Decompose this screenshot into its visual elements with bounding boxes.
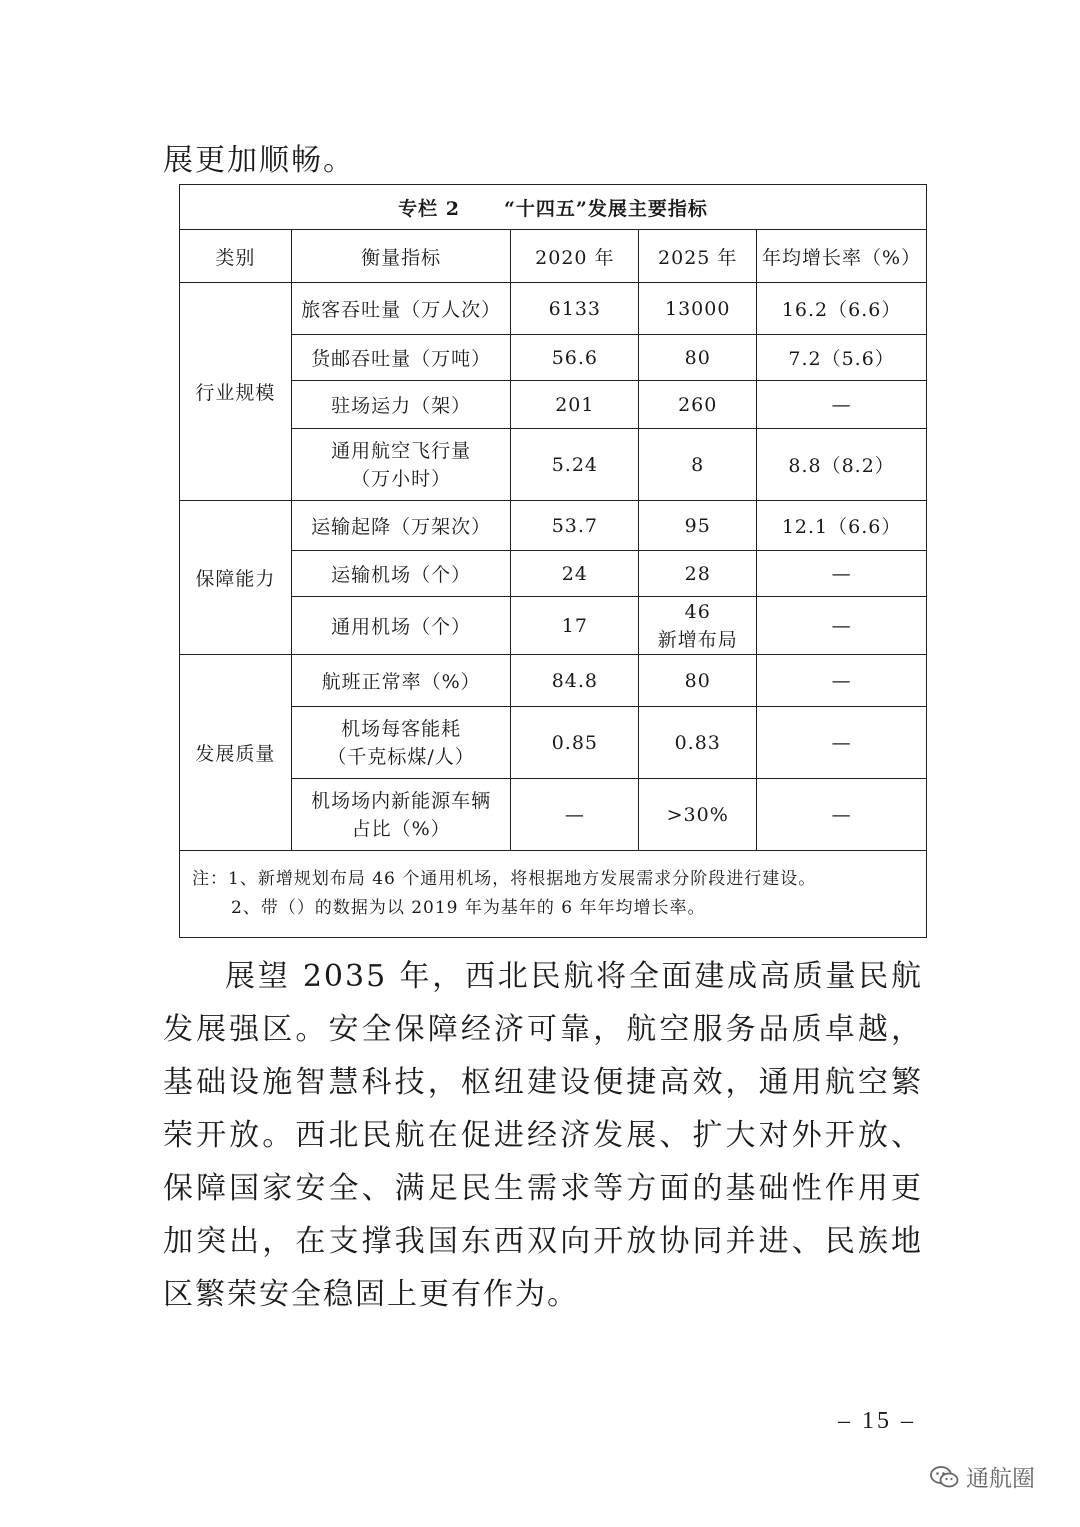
- value-2025-cell: 8: [639, 429, 757, 501]
- indicator-cell-line: 机场场内新能源车辆: [311, 789, 492, 812]
- value-2020-cell: 5.24: [511, 429, 639, 501]
- growth-cell: —: [757, 707, 927, 779]
- table-row: [180, 551, 927, 597]
- growth-cell: —: [757, 655, 927, 707]
- table-title: [180, 185, 927, 230]
- value-2025-cell-line: 46: [684, 600, 711, 623]
- table-title-column: 专栏 2: [398, 197, 460, 220]
- header-2025: 2025 年: [639, 230, 757, 283]
- indicator-cell: 驻场运力（架）: [291, 381, 511, 429]
- table-row: [180, 381, 927, 429]
- value-2020-cell: —: [511, 779, 639, 851]
- growth-cell: —: [757, 779, 927, 851]
- watermark: [930, 1460, 1035, 1493]
- growth-cell: —: [757, 381, 927, 429]
- value-2020-cell: 17: [511, 597, 639, 655]
- value-2025-cell-line: 新增布局: [657, 628, 738, 651]
- lead-text: 展更加顺畅。: [163, 143, 355, 178]
- value-2025-cell: [639, 597, 757, 655]
- value-2025-cell: 80: [639, 335, 757, 381]
- indicator-cell: 运输机场（个）: [291, 551, 511, 597]
- value-2020-cell: 0.85: [511, 707, 639, 779]
- category-cell: 发展质量: [180, 655, 292, 851]
- value-2025-cell: 0.83: [639, 707, 757, 779]
- growth-cell: —: [757, 597, 927, 655]
- value-2025-cell: 13000: [639, 283, 757, 335]
- indicator-cell-line: 机场每客能耗: [341, 717, 462, 740]
- value-2020-cell: 24: [511, 551, 639, 597]
- wechat-icon: [930, 1465, 960, 1489]
- indicator-cell: [291, 429, 511, 501]
- growth-cell: 12.1（6.6）: [757, 501, 927, 551]
- table-header-row: [180, 230, 927, 283]
- table-row: [180, 429, 927, 501]
- notes-row: [180, 851, 927, 938]
- table-row: [180, 779, 927, 851]
- table-row: [180, 597, 927, 655]
- value-2025-cell: >30%: [639, 779, 757, 851]
- page-number: – 15 –: [838, 1408, 916, 1434]
- header-indicator: 衡量指标: [291, 230, 511, 283]
- table-row: [180, 707, 927, 779]
- outlook-paragraph: 展望 2035 年，西北民航将全面建成高质量民航发展强区。安全保障经济可靠，航空服务品质卓越，基础设施智慧科技，枢纽建设便捷高效，通用航空繁荣开放。西北民航在促进经济发展、扩大对外开放、保障国家安全、满足民生需求等方面的基础性作用更加突出，在支撑我国东西双向开放协同并进、民族地区繁荣安全稳固上更有作为。: [163, 959, 923, 1312]
- table-row: [180, 335, 927, 381]
- growth-cell: —: [757, 551, 927, 597]
- table-title-name: “十四五”发展主要指标: [503, 197, 708, 220]
- header-category: 类别: [180, 230, 292, 283]
- value-2020-cell: 84.8: [511, 655, 639, 707]
- header-2020: 2020 年: [511, 230, 639, 283]
- indicator-cell: 航班正常率（%）: [291, 655, 511, 707]
- indicator-cell: 运输起降（万架次）: [291, 501, 511, 551]
- value-2020-cell: 56.6: [511, 335, 639, 381]
- value-2020-cell: 201: [511, 381, 639, 429]
- indicator-cell-line: 占比（%）: [351, 817, 451, 840]
- category-cell: 行业规模: [180, 283, 292, 501]
- category-cell: 保障能力: [180, 501, 292, 655]
- note-line: 注：1、新增规划布局 46 个通用机场，将根据地方发展需求分阶段进行建设。: [192, 869, 817, 889]
- value-2025-cell: 95: [639, 501, 757, 551]
- growth-cell: 7.2（5.6）: [757, 335, 927, 381]
- value-2020-cell: 53.7: [511, 501, 639, 551]
- value-2025-cell: 28: [639, 551, 757, 597]
- indicator-cell: 旅客吞吐量（万人次）: [291, 283, 511, 335]
- table-row: [180, 655, 927, 707]
- header-growth: 年均增长率（%）: [757, 230, 927, 283]
- value-2020-cell: 6133: [511, 283, 639, 335]
- indicator-cell: [291, 779, 511, 851]
- indicator-cell: 货邮吞吐量（万吨）: [291, 335, 511, 381]
- table-row: [180, 501, 927, 551]
- indicator-cell: [291, 707, 511, 779]
- indicator-cell: 通用机场（个）: [291, 597, 511, 655]
- indicator-cell-line: （万小时）: [351, 467, 452, 490]
- indicator-cell-line: （千克标煤/人）: [327, 745, 475, 768]
- growth-cell: 8.8（8.2）: [757, 429, 927, 501]
- note-line: 2、带（）的数据为以 2019 年为基年的 6 年年均增长率。: [231, 898, 706, 918]
- value-2025-cell: 260: [639, 381, 757, 429]
- watermark-text: 通航圈: [966, 1466, 1035, 1492]
- notes-cell: [180, 851, 927, 938]
- indicator-cell-line: 通用航空飞行量: [331, 439, 472, 462]
- growth-cell: 16.2（6.6）: [757, 283, 927, 335]
- value-2025-cell: 80: [639, 655, 757, 707]
- table-row: [180, 283, 927, 335]
- kpi-table: [179, 184, 927, 938]
